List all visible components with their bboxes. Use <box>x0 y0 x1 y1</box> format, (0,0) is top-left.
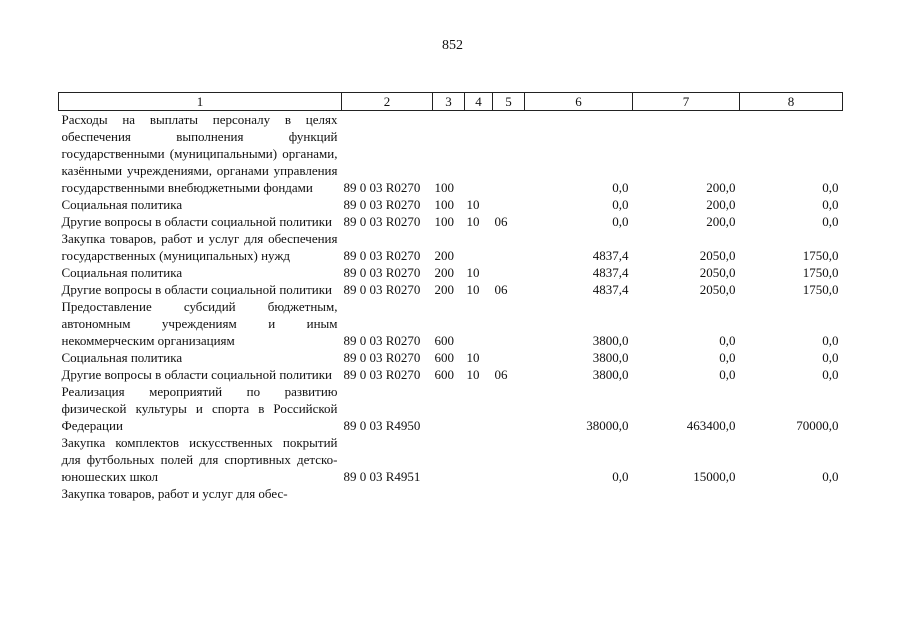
subsection-code <box>493 383 525 434</box>
target-article-code: 89 0 03 R0270 <box>343 180 421 195</box>
table-row <box>59 383 843 434</box>
target-article-code <box>342 485 433 502</box>
subsection-code: 06 <box>494 214 508 229</box>
amount-col-7: 200,0 <box>706 197 736 212</box>
amount-col-6: 0,0 <box>612 214 629 229</box>
subsection-code <box>493 485 525 502</box>
header-col-5: 5 <box>493 93 525 111</box>
target-article-code: 89 0 03 R0270 <box>343 197 421 212</box>
target-article-code: 89 0 03 R0270 <box>343 265 421 280</box>
expense-type: 100 <box>434 180 454 195</box>
expense-type: 200 <box>434 282 454 297</box>
table-row <box>59 434 843 485</box>
target-article-code: 89 0 03 R0270 <box>343 248 421 263</box>
amount-col-6: 4837,4 <box>592 282 629 297</box>
row-name: Другие вопросы в области социальной политики <box>61 367 332 382</box>
row-name: Другие вопросы в области социальной политики <box>61 282 332 297</box>
section-code <box>465 383 493 434</box>
amount-col-7: 200,0 <box>706 214 736 229</box>
amount-col-6: 3800,0 <box>592 367 629 382</box>
header-col-2: 2 <box>342 93 433 111</box>
target-article-code: 89 0 03 R0270 <box>343 333 421 348</box>
amount-col-7 <box>633 485 740 502</box>
expense-type: 600 <box>434 333 454 348</box>
column-number-header <box>59 93 843 111</box>
amount-col-8: 0,0 <box>822 350 839 365</box>
amount-col-7: 200,0 <box>706 180 736 195</box>
target-article-code: 89 0 03 R0270 <box>343 350 421 365</box>
amount-col-8: 0,0 <box>822 333 839 348</box>
subsection-code <box>493 298 525 349</box>
section-code: 10 <box>466 214 480 229</box>
row-name: Социальная политика <box>61 265 183 280</box>
expense-type <box>433 485 465 502</box>
header-col-6: 6 <box>525 93 633 111</box>
amount-col-6 <box>525 485 633 502</box>
amount-col-8: 0,0 <box>822 367 839 382</box>
section-code <box>465 298 493 349</box>
row-name: Реализация мероприятий по развитию физической культуры и спорта в Российской Федерации <box>61 384 338 433</box>
subsection-code: 06 <box>494 367 508 382</box>
amount-col-8: 1750,0 <box>802 248 839 263</box>
table-row <box>59 196 843 213</box>
amount-col-6: 4837,4 <box>592 265 629 280</box>
expense-type: 600 <box>434 350 454 365</box>
amount-col-8: 0,0 <box>822 197 839 212</box>
row-name: Предоставление субсидий бюджетным, автономным учреждениям и иным некоммерческим организациям <box>61 299 338 348</box>
row-name: Закупка товаров, работ и услуг для обеспечения государственных (муниципальных) нужд <box>61 231 338 263</box>
row-name: Закупка товаров, работ и услуг для обес- <box>61 486 288 501</box>
amount-col-8: 1750,0 <box>802 282 839 297</box>
section-code <box>465 230 493 264</box>
table-row <box>59 485 843 502</box>
subsection-code <box>493 264 525 281</box>
row-name: Закупка комплектов искусственных покрытий для футбольных полей для спортивных детско-юношеских школ <box>61 435 338 484</box>
amount-col-8 <box>740 485 843 502</box>
table-row <box>59 230 843 264</box>
section-code <box>465 485 493 502</box>
amount-col-7: 2050,0 <box>699 265 736 280</box>
subsection-code <box>493 196 525 213</box>
expense-type: 200 <box>434 265 454 280</box>
amount-col-8: 0,0 <box>822 469 839 484</box>
amount-col-7: 2050,0 <box>699 248 736 263</box>
amount-col-8: 0,0 <box>822 214 839 229</box>
amount-col-6: 4837,4 <box>592 248 629 263</box>
amount-col-7: 2050,0 <box>699 282 736 297</box>
subsection-code <box>493 434 525 485</box>
target-article-code: 89 0 03 R0270 <box>343 282 421 297</box>
header-col-7: 7 <box>633 93 740 111</box>
amount-col-8: 1750,0 <box>802 265 839 280</box>
expense-type <box>433 383 465 434</box>
amount-col-6: 3800,0 <box>592 350 629 365</box>
expense-type: 200 <box>434 248 454 263</box>
table-row <box>59 349 843 366</box>
header-col-3: 3 <box>433 93 465 111</box>
row-name: Социальная политика <box>61 350 183 365</box>
target-article-code: 89 0 03 R4951 <box>343 469 421 484</box>
section-code: 10 <box>466 197 480 212</box>
amount-col-6: 3800,0 <box>592 333 629 348</box>
amount-col-6: 0,0 <box>612 469 629 484</box>
budget-table <box>58 92 843 502</box>
expense-type <box>433 434 465 485</box>
row-name: Социальная политика <box>61 197 183 212</box>
table-row <box>59 213 843 230</box>
header-col-1: 1 <box>59 93 342 111</box>
section-code: 10 <box>466 350 480 365</box>
amount-col-6: 0,0 <box>612 197 629 212</box>
table-row <box>59 366 843 383</box>
section-code <box>465 434 493 485</box>
amount-col-7: 0,0 <box>719 333 736 348</box>
page-number: 852 <box>442 38 463 53</box>
table-row <box>59 264 843 281</box>
section-code: 10 <box>466 265 480 280</box>
target-article-code: 89 0 03 R0270 <box>343 214 421 229</box>
row-name: Другие вопросы в области социальной политики <box>61 214 332 229</box>
subsection-code <box>493 230 525 264</box>
amount-col-7: 0,0 <box>719 367 736 382</box>
section-code: 10 <box>466 367 480 382</box>
subsection-code: 06 <box>494 282 508 297</box>
expense-type: 100 <box>434 214 454 229</box>
target-article-code: 89 0 03 R0270 <box>343 367 421 382</box>
table-row <box>59 281 843 298</box>
table-row <box>59 111 843 197</box>
amount-col-8: 70000,0 <box>796 418 839 433</box>
amount-col-7: 0,0 <box>719 350 736 365</box>
expense-type: 600 <box>434 367 454 382</box>
amount-col-7: 15000,0 <box>693 469 736 484</box>
subsection-code <box>493 349 525 366</box>
amount-col-6: 38000,0 <box>586 418 629 433</box>
table-row <box>59 298 843 349</box>
amount-col-6: 0,0 <box>612 180 629 195</box>
subsection-code <box>493 111 525 197</box>
header-col-8: 8 <box>740 93 843 111</box>
target-article-code: 89 0 03 R4950 <box>343 418 421 433</box>
section-code: 10 <box>466 282 480 297</box>
amount-col-8: 0,0 <box>822 180 839 195</box>
amount-col-7: 463400,0 <box>686 418 736 433</box>
expense-type: 100 <box>434 197 454 212</box>
section-code <box>465 111 493 197</box>
header-col-4: 4 <box>465 93 493 111</box>
row-name: Расходы на выплаты персоналу в целях обеспечения выполнения функций государственными (муниципальными) органами, казёнными учреждениями, органами управления государственными внебюджетными фондами <box>61 112 338 195</box>
